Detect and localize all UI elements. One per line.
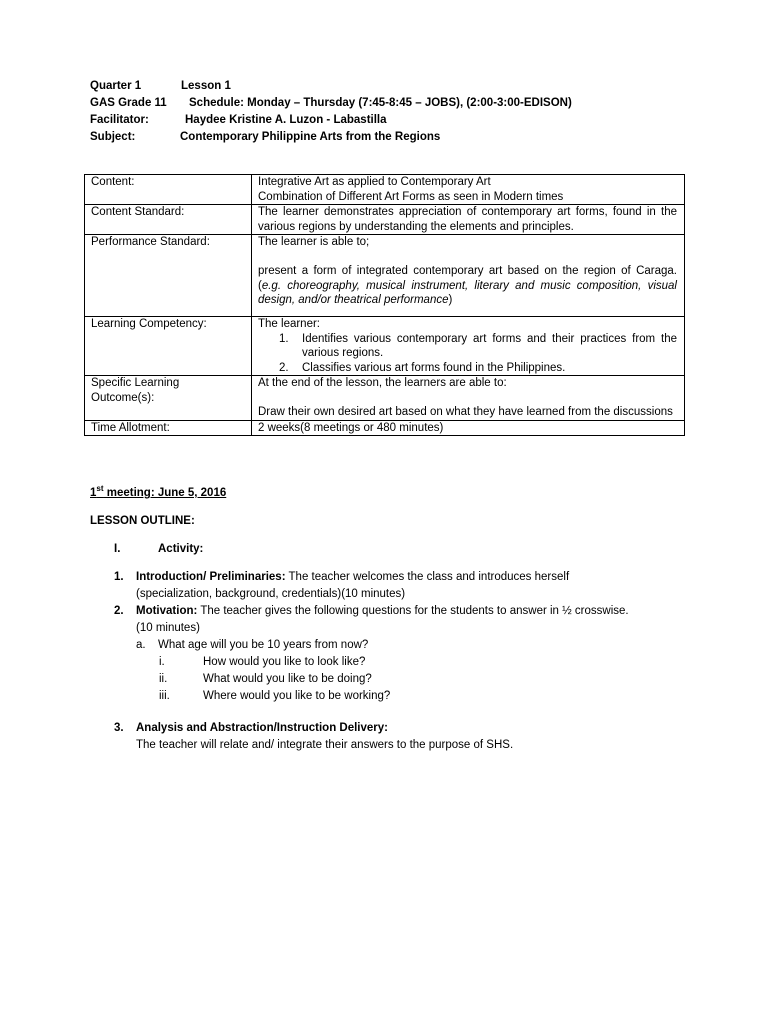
outcome-text: Draw their own desired art based on what they have learned from the discussions — [258, 406, 673, 418]
lesson-table — [84, 174, 685, 436]
lesson-header — [90, 79, 690, 147]
performance-standard-label: Performance Standard: — [85, 235, 252, 317]
item1-title: Introduction/ Preliminaries: — [136, 571, 286, 583]
list-item: 2. Motivation: The teacher gives the following questions for the students to answer in ½ crosswise. — [114, 605, 629, 617]
item2-continuation: (10 minutes) — [136, 622, 200, 634]
competency-cell — [252, 317, 685, 376]
competency-list — [258, 332, 677, 376]
list-item: 1. Identifies various contemporary art forms and their practices from the various regions. — [279, 332, 677, 359]
performance-text-b: ) — [448, 294, 453, 306]
facilitator-name: Haydee Kristine A. Luzon - Labastilla — [185, 114, 387, 126]
item2-text: The teacher gives the following questions for the students to answer in ½ crosswise. — [197, 605, 629, 617]
item2-title: Motivation: — [136, 605, 198, 617]
lesson-label: Lesson 1 — [181, 80, 231, 92]
table-row — [85, 205, 685, 235]
item1-continuation: (specialization, background, credentials)(10 minutes) — [136, 588, 406, 600]
list-item: 3. Analysis and Abstraction/Instruction Delivery: — [114, 722, 388, 734]
grade-label: GAS Grade 11 — [90, 97, 167, 109]
content-cell — [252, 175, 685, 205]
content-standard-text: The learner demonstrates appreciation of contemporary art forms, found in the various regions by understanding the elements and principles. — [252, 205, 685, 235]
schedule-text: Schedule: Monday – Thursday (7:45-8:45 – JOBS), (2:00-3:00-EDISON) — [189, 97, 572, 109]
outcome-intro: At the end of the lesson, the learners are able to: — [258, 377, 507, 389]
table-row — [85, 420, 685, 436]
table-row — [85, 235, 685, 317]
subject-name: Contemporary Philippine Arts from the Regions — [180, 131, 441, 143]
table-row — [85, 317, 685, 376]
table-row — [85, 175, 685, 205]
section-num: I. — [114, 543, 121, 555]
time-allotment-value: 2 weeks(8 meetings or 480 minutes) — [252, 420, 685, 436]
table-row — [85, 376, 685, 421]
roman-item: iii. Where would you like to be working? — [159, 690, 391, 702]
performance-intro: The learner is able to; — [258, 236, 370, 248]
section-title: Activity: — [158, 543, 204, 555]
item1-text: The teacher welcomes the class and introduces herself — [285, 571, 570, 583]
roman-item: ii. What would you like to be doing? — [159, 673, 372, 685]
content-line-2: Combination of Different Art Forms as seen in Modern times — [258, 190, 564, 203]
content-line-1: Integrative Art as applied to Contemporary Art — [258, 176, 491, 188]
facilitator-label: Facilitator: — [90, 114, 149, 126]
outcome-cell — [252, 376, 685, 421]
performance-text-a: present a form of integrated contemporary art based on the region of Caraga. ( — [258, 265, 677, 292]
competency-label: Learning Competency: — [85, 317, 252, 376]
content-standard-label: Content Standard: — [85, 205, 252, 235]
list-item: 1. Introduction/ Preliminaries: The teacher welcomes the class and introduces herself — [114, 571, 570, 583]
content-label: Content: — [85, 175, 252, 205]
meeting-date: 1st meeting: June 5, 2016 — [90, 484, 227, 499]
section-activity — [90, 542, 690, 559]
performance-standard-cell — [252, 235, 685, 317]
list-item: 2. Classifies various art forms found in the Philippines. — [279, 361, 566, 374]
lesson-body — [90, 486, 690, 755]
item3-title: Analysis and Abstraction/Instruction Delivery: — [136, 722, 388, 734]
subject-label: Subject: — [90, 131, 136, 143]
quarter-label: Quarter 1 — [90, 80, 142, 92]
performance-text — [258, 264, 677, 308]
performance-text-examples: e.g. choreography, musical instrument, literary and music composition, visual design, and/or theatrical performance — [258, 279, 677, 306]
item3-text: The teacher will relate and/ integrate their answers to the purpose of SHS. — [136, 739, 514, 751]
outline-title: LESSON OUTLINE: — [90, 515, 195, 527]
time-allotment-label: Time Allotment: — [85, 420, 252, 436]
outcome-label: Specific Learning Outcome(s): — [85, 376, 252, 421]
competency-intro: The learner: — [258, 318, 321, 330]
sub-item-a: a. What age will you be 10 years from now? — [136, 639, 369, 651]
roman-item: i. How would you like to look like? — [159, 656, 366, 668]
